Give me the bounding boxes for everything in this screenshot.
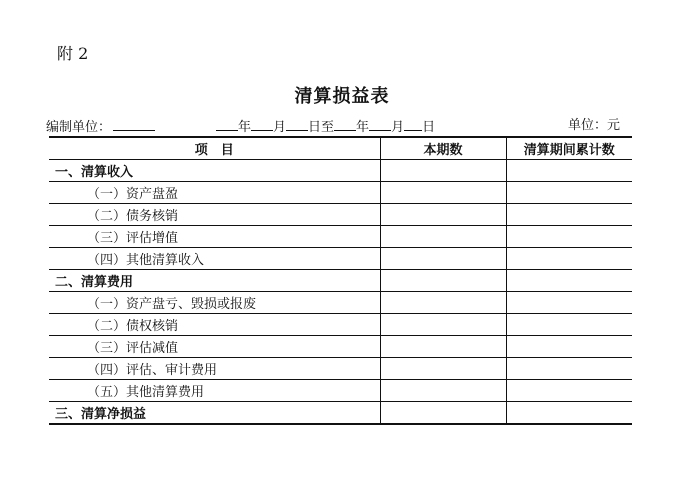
preparer-blank: [113, 117, 155, 131]
start-month-label: 月: [273, 120, 287, 135]
header-current-period: 本期数: [380, 137, 506, 160]
current-period-cell: [380, 182, 506, 204]
current-period-cell: [380, 292, 506, 314]
cumulative-cell: [506, 336, 632, 358]
cumulative-cell: [506, 270, 632, 292]
table-row: [49, 204, 632, 226]
current-period-cell: [380, 204, 506, 226]
section-label: 一、清算收入: [49, 160, 380, 182]
current-period-cell: [380, 336, 506, 358]
cumulative-cell: [506, 248, 632, 270]
header-item: 项 目: [49, 137, 380, 160]
start-year-blank: [216, 117, 238, 131]
end-year-label: 年: [356, 120, 370, 135]
table-row: [49, 402, 632, 425]
period-field: [216, 117, 435, 137]
end-day-blank: [404, 117, 422, 131]
table-body: [49, 160, 632, 425]
item-label: （四）评估、审计费用: [49, 358, 380, 380]
table-row: [49, 336, 632, 358]
table-row: [49, 314, 632, 336]
annex-label: 附 2: [57, 44, 89, 63]
item-label: （一）资产盘盈: [49, 182, 380, 204]
item-label: （五）其他清算费用: [49, 380, 380, 402]
item-label: （四）其他清算收入: [49, 248, 380, 270]
start-month-blank: [251, 117, 273, 131]
table-row: [49, 182, 632, 204]
start-year-label: 年: [238, 120, 252, 135]
cumulative-cell: [506, 380, 632, 402]
current-period-cell: [380, 160, 506, 182]
item-label: （三）评估增值: [49, 226, 380, 248]
current-period-cell: [380, 248, 506, 270]
cumulative-cell: [506, 226, 632, 248]
preparer-field: [46, 117, 155, 137]
start-day-blank: [286, 117, 308, 131]
section-label: 二、清算费用: [49, 270, 380, 292]
currency-unit: 单位：元: [568, 118, 621, 133]
table-row: [49, 248, 632, 270]
item-label: （二）债权核销: [49, 314, 380, 336]
cumulative-cell: [506, 358, 632, 380]
current-period-cell: [380, 402, 506, 425]
current-period-cell: [380, 270, 506, 292]
start-day-to-label: 日至: [308, 120, 335, 135]
section-label: 三、清算净损益: [49, 402, 380, 425]
end-month-blank: [369, 117, 391, 131]
current-period-cell: [380, 358, 506, 380]
item-label: （三）评估减值: [49, 336, 380, 358]
current-period-cell: [380, 380, 506, 402]
table-row: [49, 380, 632, 402]
table-row: [49, 358, 632, 380]
end-year-blank: [334, 117, 356, 131]
cumulative-cell: [506, 160, 632, 182]
liquidation-pl-table: [49, 136, 632, 425]
table-header-row: [49, 137, 632, 160]
cumulative-cell: [506, 402, 632, 425]
cumulative-cell: [506, 204, 632, 226]
end-month-label: 月: [391, 120, 405, 135]
table-row: [49, 270, 632, 292]
header-cumulative: 清算期间累计数: [506, 137, 632, 160]
cumulative-cell: [506, 182, 632, 204]
statement-title: 清算损益表: [294, 86, 390, 107]
cumulative-cell: [506, 314, 632, 336]
table-row: [49, 292, 632, 314]
item-label: （二）债务核销: [49, 204, 380, 226]
current-period-cell: [380, 226, 506, 248]
current-period-cell: [380, 314, 506, 336]
table-row: [49, 160, 632, 182]
item-label: （一）资产盘亏、毁损或报废: [49, 292, 380, 314]
table-row: [49, 226, 632, 248]
preparer-label: 编制单位：: [46, 120, 112, 135]
end-day-label: 日: [422, 120, 436, 135]
cumulative-cell: [506, 292, 632, 314]
